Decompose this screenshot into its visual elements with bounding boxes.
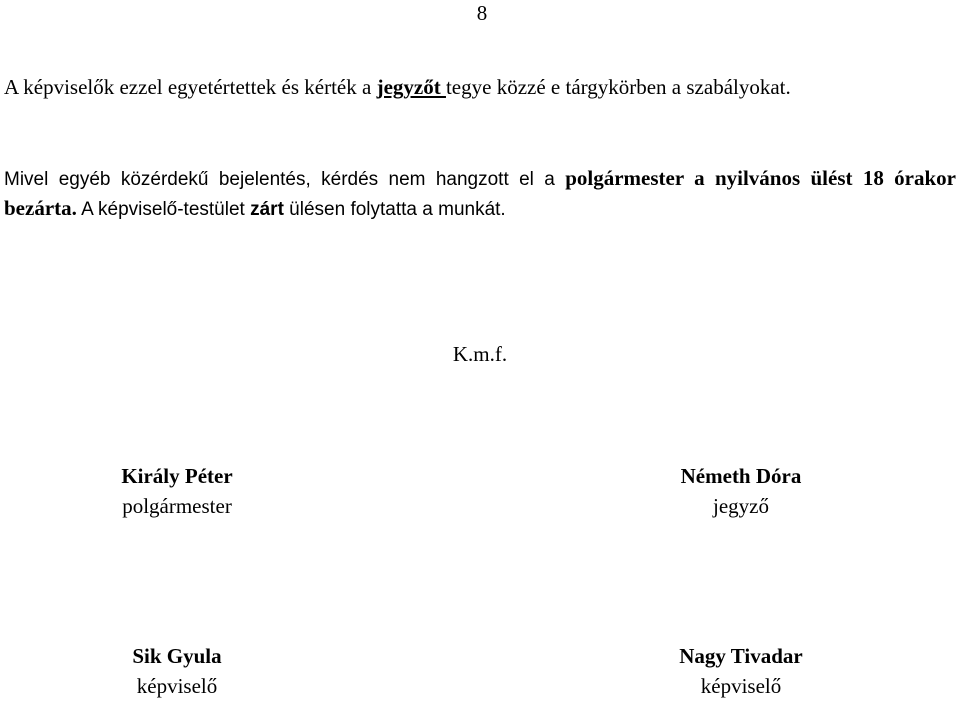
signature-representative-1 — [47, 641, 307, 701]
signature-name: Németh Dóra — [680, 464, 802, 488]
paragraph-text-end: ülésen folytatta a munkát. — [283, 199, 506, 220]
signature-mayor — [47, 461, 307, 521]
paragraph-text-end: tegye közzé e tárgykörben a szabályokat. — [445, 75, 791, 99]
paragraph-notary-request — [4, 73, 956, 102]
paragraph-text: A képviselők ezzel egyetértettek és kérték a — [4, 75, 377, 99]
bold-mayor-closing: polgármester a nyilvános ülést 18 órakor bezárta. — [4, 166, 956, 220]
signature-role: képviselő — [136, 674, 218, 698]
signature-name: Nagy Tivadar — [679, 644, 803, 668]
signature-name: Király Péter — [121, 464, 233, 488]
paragraph-session-close — [4, 164, 956, 224]
emphasized-notary: jegyzőt — [376, 75, 446, 99]
signature-role: polgármester — [122, 494, 232, 518]
signature-representative-2 — [611, 641, 871, 701]
paragraph-text-mid: A képviselő-testület — [76, 199, 251, 220]
signature-name: Sik Gyula — [132, 644, 222, 668]
signature-notary — [611, 461, 871, 521]
signature-role: képviselő — [700, 674, 782, 698]
signature-role: jegyző — [713, 494, 769, 518]
kmf-label: K.m.f. — [452, 342, 508, 366]
page-number: 8 — [476, 1, 488, 25]
paragraph-text: Mivel egyéb közérdekű bejelentés, kérdés nem hangzott el a — [4, 169, 566, 190]
bold-closed: zárt — [250, 199, 284, 220]
